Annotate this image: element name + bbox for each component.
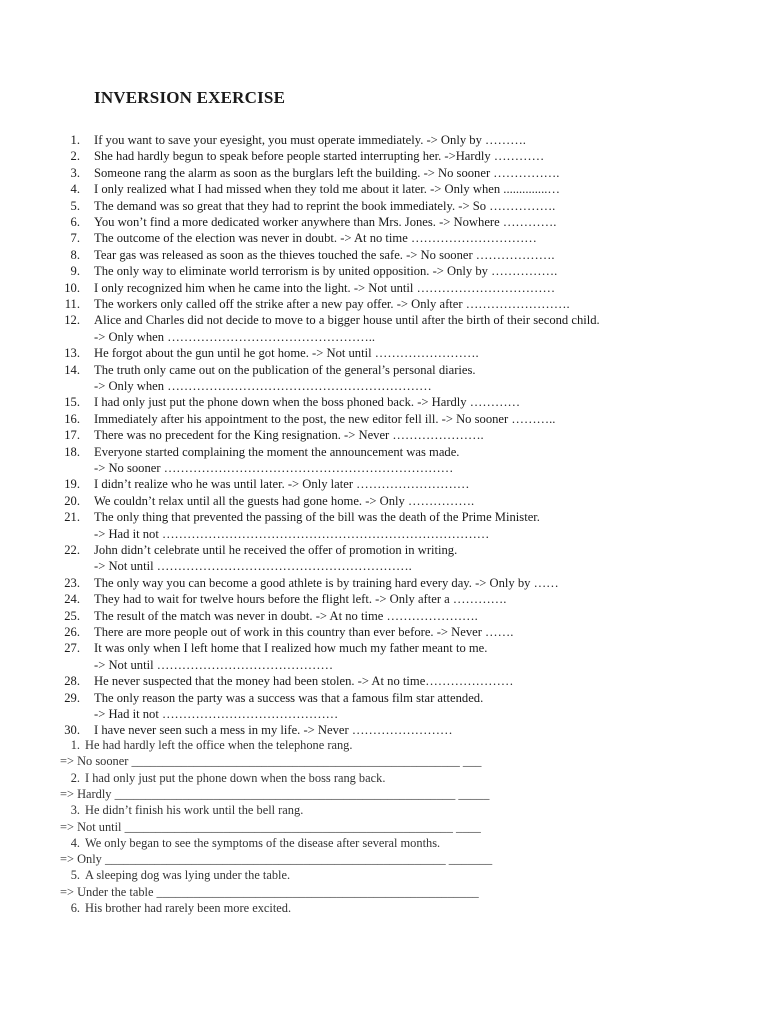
item-sentence: She had hardly begun to speak before people started interrupting her. ->Hardly ………… [94,149,545,164]
item-prompt: -> Had it not …………………………………… [94,707,339,721]
item-number: 8. [70,247,80,262]
item-number: 17. [64,428,80,443]
answer-prompt: => Only _______________________________________________________ _______ [60,852,493,867]
item-number: 13. [64,346,80,361]
item-sentence: There are more people out of work in this country than ever before. -> Never ……. [94,625,514,639]
item-number: 25. [64,608,80,623]
item-sentence: Someone rang the alarm as soon as the burglars left the building. -> No sooner ……………. [94,165,560,180]
item-sentence: They had to wait for twelve hours before the flight left. -> Only after a …………. [94,592,507,607]
item-sentence: Everyone started complaining the moment the announcement was made. [94,444,460,459]
item-sentence: Immediately after his appointment to the post, the new editor fell ill. -> No sooner ……….. [94,411,556,426]
item-sentence: The only way to eliminate world terrorism is by united opposition. -> Only by ……………. [94,264,558,279]
item-sentence: If you want to save your eyesight, you must operate immediately. -> Only by ………. [94,133,526,147]
item-sentence: You won’t find a more dedicated worker anywhere than Mrs. Jones. -> Nowhere …………. [94,215,557,229]
rewrite-item-sentence: He didn’t finish his work until the bell rang. [85,803,304,818]
item-number: 10. [64,280,80,295]
answer-prompt: => Hardly _______________________________________________________ _____ [60,786,490,801]
item-sentence: It was only when I left home that I realized how much my father meant to me. [94,641,488,656]
item-number: 14. [64,362,80,377]
item-sentence: I have never seen such a mess in my life. -> Never …………………… [94,723,453,738]
item-sentence: The only reason the party was a success was that a famous film star attended. [94,690,484,705]
item-prompt: -> Had it not …………………………………………………………………… [94,526,490,541]
rewrite-item-number: 3. [70,803,80,818]
item-sentence: I had only just put the phone down when the boss phoned back. -> Hardly ………… [94,395,521,410]
item-sentence: The truth only came out on the publication of the general’s personal diaries. [94,362,476,377]
rewrite-item-sentence: His brother had rarely been more excited. [85,901,292,915]
item-number: 19. [64,477,80,492]
item-prompt: -> Only when ………………………………………….. [94,329,376,344]
item-number: 1. [70,133,80,147]
item-number: 23. [64,575,80,590]
rewrite-item-sentence: I had only just put the phone down when the boss rang back. [85,770,386,785]
item-number: 16. [64,411,80,426]
rewrite-item-number: 6. [70,901,80,915]
rewrite-item-sentence: A sleeping dog was lying under the table. [85,868,291,883]
item-sentence: I only realized what I had missed when they told me about it later. -> Only when ..............… [94,182,560,197]
item-number: 18. [64,444,80,459]
item-sentence: John didn’t celebrate until he received the offer of promotion in writing. [94,543,458,557]
item-number: 26. [64,625,80,639]
item-number: 30. [64,723,80,738]
item-number: 4. [70,182,80,197]
rewrite-item-sentence: He had hardly left the office when the telephone rang. [85,738,353,752]
item-sentence: The only thing that prevented the passing of the bill was the death of the Prime Minister. [94,510,540,525]
item-sentence: Alice and Charles did not decide to move to a bigger house until after the birth of their second child. [94,313,600,328]
item-sentence: The demand was so great that they had to reprint the book immediately. -> So ……………. [94,198,556,213]
item-number: 5. [70,198,80,213]
item-prompt: -> Not until …………………………………… [94,657,334,672]
item-number: 11. [64,297,80,311]
rewrite-item-number: 4. [70,835,80,850]
item-sentence: He never suspected that the money had been stolen. -> At no time………………… [94,674,514,689]
item-prompt: -> Only when ……………………………………………………… [94,379,432,393]
rewrite-item-number: 1. [70,738,80,752]
item-number: 20. [64,493,80,508]
item-number: 7. [70,231,80,246]
item-sentence: The only way you can become a good athlete is by training hard every day. -> Only by …… [94,575,559,590]
rewrite-item-number: 5. [70,868,80,883]
item-number: 3. [70,165,80,180]
item-sentence: The result of the match was never in doubt. -> At no time …………………. [94,608,478,623]
item-number: 24. [64,592,80,607]
item-sentence: I didn’t realize who he was until later. -> Only later ……………………… [94,477,470,492]
rewrite-item-sentence: We only began to see the symptoms of the disease after several months. [85,835,441,850]
item-prompt: -> Not until ……………………………………………………. [94,559,412,574]
item-number: 29. [64,690,80,705]
item-prompt: -> No sooner …………………………………………………………… [94,461,454,475]
item-number: 28. [64,674,80,689]
item-number: 9. [70,264,80,279]
item-number: 12. [64,313,80,328]
answer-prompt: => No sooner _____________________________________________________ ___ [60,754,482,769]
item-sentence: I only recognized him when he came into the light. -> Not until …………………………… [94,280,556,295]
item-sentence: The workers only called off the strike after a new pay offer. -> Only after ……………………. [94,297,570,311]
item-number: 22. [64,543,80,557]
item-sentence: Tear gas was released as soon as the thieves touched the safe. -> No sooner ………………. [94,247,555,262]
item-sentence: There was no precedent for the King resignation. -> Never …………………. [94,428,484,443]
item-number: 27. [64,641,80,656]
rewrite-item-number: 2. [70,770,80,785]
item-sentence: We couldn’t relax until all the guests had gone home. -> Only ……………. [94,493,475,508]
item-number: 2. [70,149,80,164]
item-number: 15. [64,395,80,410]
item-number: 21. [64,510,80,525]
answer-prompt: => Not until _____________________________________________________ ____ [60,819,481,834]
item-sentence: The outcome of the election was never in doubt. -> At no time ………………………… [94,231,537,246]
page-title: INVERSION EXERCISE [94,88,286,107]
item-sentence: He forgot about the gun until he got home. -> Not until ……………………. [94,346,479,361]
item-number: 6. [70,215,80,229]
answer-prompt: => Under the table ____________________________________________________ [60,884,479,899]
